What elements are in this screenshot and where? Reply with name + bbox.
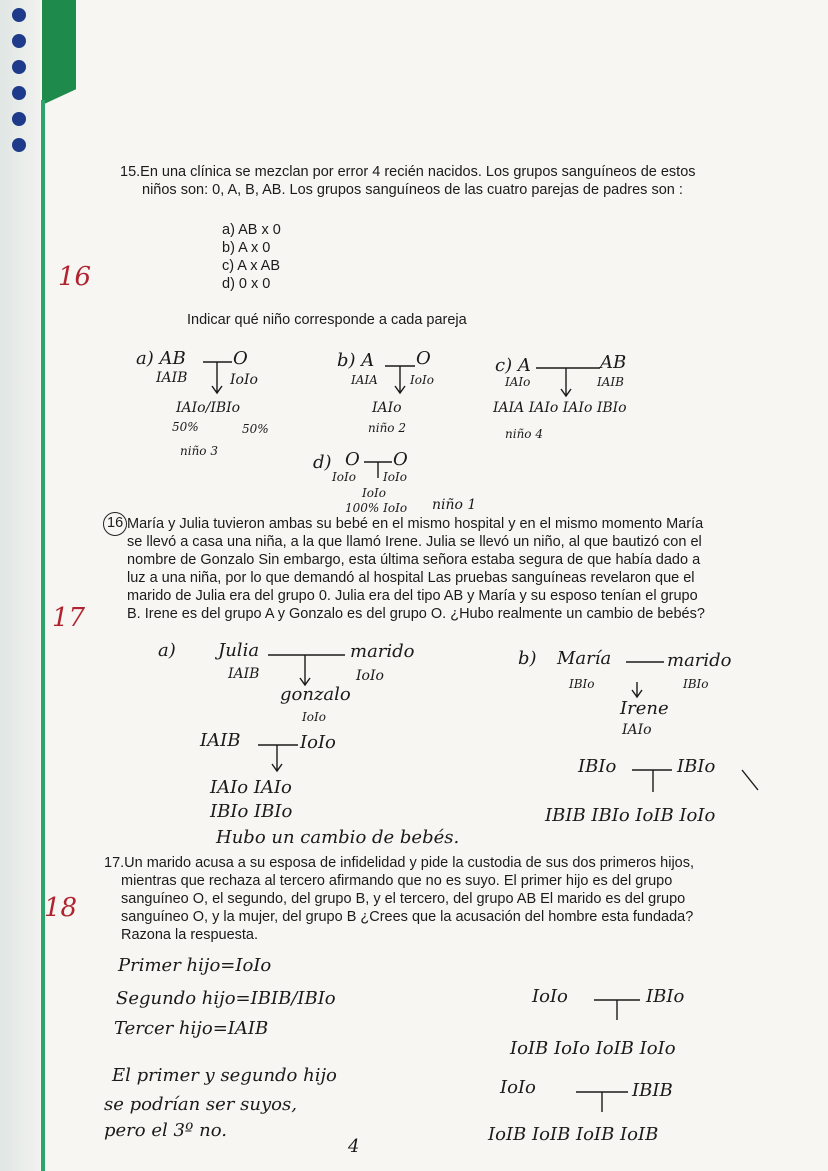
q16b-marriage-line xyxy=(626,662,664,697)
q17-cross2-result: IoIB IoIB IoIB IoIB xyxy=(488,1124,659,1145)
q16b-cross-line xyxy=(632,770,758,792)
q17-line-4: sanguíneo O, y la mujer, del grupo B ¿Crees que la acusación del hombre esta fundada? xyxy=(121,909,694,925)
q15b-cross-line xyxy=(385,366,415,393)
q17-cross1-parent1: IoIo xyxy=(532,986,568,1007)
q17-line-5: Razona la respuesta. xyxy=(121,927,259,943)
q16-line-6: B. Irene es del grupo A y Gonzalo es del grupo O. ¿Hubo realmente un cambio de bebés? xyxy=(127,606,705,622)
q15-option-d: d) 0 x 0 xyxy=(222,276,271,292)
q17-hw-number: 4 xyxy=(348,1136,360,1157)
q16a-result-2: IBIo IBIo xyxy=(210,801,293,822)
q17-hw-line-4: El primer y segundo hijo xyxy=(112,1065,337,1086)
q15d-child: IoIo xyxy=(362,486,386,500)
q16b-result: IBIB IBIo IoIB IoIo xyxy=(545,805,716,826)
q15c-parent2: IAIB xyxy=(597,375,624,389)
q17-cross2-parent1: IoIo xyxy=(500,1077,536,1098)
q15b-nino: niño 2 xyxy=(368,421,406,435)
q15b-o: O xyxy=(416,348,431,369)
q16a-marido-genotype: IoIo xyxy=(356,668,384,684)
q16a-marriage-line xyxy=(268,655,345,685)
q15c-nino: niño 4 xyxy=(505,427,543,441)
q17-line-2: mientras que rechaza al tercero afirmando que no es suyo. El primer hijo es del grupo xyxy=(121,873,673,889)
q17-hw-line-6: pero el 3º no. xyxy=(104,1120,227,1141)
q17-cross2-line xyxy=(576,1092,628,1112)
q16-line-5: marido de Julia era del grupo 0. Julia era del tipo AB y María y su esposo tenían el grupo xyxy=(127,588,698,604)
q16a-julia: Julia xyxy=(218,640,260,661)
q16a-cross-parent1: IAIB xyxy=(200,730,241,751)
q17-line-3: sanguíneo O, el segundo, del grupo B, y el tercero, del grupo AB El marido es del grupo xyxy=(121,891,686,907)
q15c-ab: AB xyxy=(600,352,627,373)
margin-mark-16: 16 xyxy=(58,262,92,292)
q15a-child: IAIo/IBIo xyxy=(176,400,241,416)
q17-cross1-parent2: IBIo xyxy=(646,986,685,1007)
q17-hw-line-3: Tercer hijo=IAIB xyxy=(114,1018,269,1039)
q16b-irene: Irene xyxy=(620,698,669,719)
q15a-pct1: 50% xyxy=(172,420,199,434)
q16a-conclusion: Hubo un cambio de bebés. xyxy=(216,827,460,848)
q15b-child: IAIo xyxy=(372,400,402,416)
q17-line-1: 17.Un marido acusa a su esposa de infidelidad y pide la custodia de sus dos primeros hijos, xyxy=(104,855,695,871)
q15b-parent2: IoIo xyxy=(410,373,434,387)
q15d-nino: niño 1 xyxy=(432,497,477,513)
q15a-o: O xyxy=(233,348,248,369)
q16b-label: b) xyxy=(518,648,537,669)
q15d-pct: 100% IoIo xyxy=(345,501,408,515)
q15d-parent1: IoIo xyxy=(332,470,356,484)
q15-option-b: b) A x 0 xyxy=(222,240,271,256)
q15c-cross-line xyxy=(536,368,600,396)
q15-line-2: niños son: 0, A, B, AB. Los grupos sanguíneos de las cuatro parejas de padres son : xyxy=(142,182,683,198)
q15d-o1: O xyxy=(345,449,360,470)
q15-line-1: 15.En una clínica se mezclan por error 4 recién nacidos. Los grupos sanguíneos de estos xyxy=(120,164,696,180)
q15a-parent1: IAIB xyxy=(156,370,188,386)
q16-line-1: María y Julia tuvieron ambas su bebé en el mismo hospital y en el mismo momento María xyxy=(127,516,704,532)
q16b-marido: marido xyxy=(667,650,732,671)
q15-instruction: Indicar qué niño corresponde a cada pareja xyxy=(187,312,467,328)
q16a-julia-genotype: IAIB xyxy=(228,666,260,682)
q16a-cross-parent2: IoIo xyxy=(300,732,336,753)
q15d-o2: O xyxy=(393,449,408,470)
q16a-cross-line xyxy=(258,745,298,771)
q16-number: 16 xyxy=(107,515,124,531)
q16a-gonzalo: gonzalo xyxy=(280,684,351,705)
q15-option-a: a) AB x 0 xyxy=(222,222,281,238)
q17-cross2-parent2: IBIB xyxy=(632,1080,673,1101)
q15a-pct2: 50% xyxy=(242,422,269,436)
q16b-irene-genotype: IAIo xyxy=(622,722,652,738)
q16a-gonzalo-genotype: IoIo xyxy=(302,710,326,724)
q15b-label: b) A xyxy=(337,350,375,371)
q16b-marido-genotype: IBIo xyxy=(683,677,709,691)
q16a-marido: marido xyxy=(350,641,415,662)
q17-hw-line-2: Segundo hijo=IBIB/IBIo xyxy=(116,988,336,1009)
q15a-nino: niño 3 xyxy=(180,444,218,458)
q15d-parent2: IoIo xyxy=(383,470,407,484)
q15a-cross-line xyxy=(203,362,232,393)
q15c-label: c) A xyxy=(495,355,531,376)
q16-line-3: nombre de Gonzalo Sin embargo, esta última señora estaba segura de que había dado a xyxy=(127,552,701,568)
margin-mark-17: 17 xyxy=(52,603,86,633)
margin-mark-18: 18 xyxy=(44,893,78,923)
q15d-label: d) xyxy=(313,452,332,473)
q17-hw-line-5: se podrían ser suyos, xyxy=(104,1094,297,1115)
q15a-parent2: IoIo xyxy=(230,372,258,388)
q16a-result-1: IAIo IAIo xyxy=(210,777,292,798)
q15-option-c: c) A x AB xyxy=(222,258,281,274)
q16b-cross-parent2: IBIo xyxy=(677,756,716,777)
q17-cross1-line xyxy=(594,1000,640,1020)
q17-cross1-result: IoIB IoIo IoIB IoIo xyxy=(510,1038,676,1059)
q16b-maria-genotype: IBIo xyxy=(569,677,595,691)
q16a-label: a) xyxy=(158,640,176,661)
q16-line-4: luz a una niña, por lo que demandó al hospital Las pruebas sanguíneas revelaron que el xyxy=(127,570,695,586)
q16b-maria: María xyxy=(557,648,612,669)
q16b-cross-parent1: IBIo xyxy=(578,756,617,777)
q15c-parent1: IAIo xyxy=(505,375,531,389)
q15d-cross-line xyxy=(364,462,392,478)
q15b-parent1: IAIA xyxy=(351,373,378,387)
q15c-child: IAIA IAIo IAIo IBIo xyxy=(493,400,627,416)
q17-hw-line-1: Primer hijo=IoIo xyxy=(118,955,272,976)
q15a-label: a) AB xyxy=(136,348,186,369)
q16-line-2: se llevó a casa una niña, a la que llamó Irene. Julia se llevó un niño, al que bautizó con el xyxy=(127,534,702,550)
